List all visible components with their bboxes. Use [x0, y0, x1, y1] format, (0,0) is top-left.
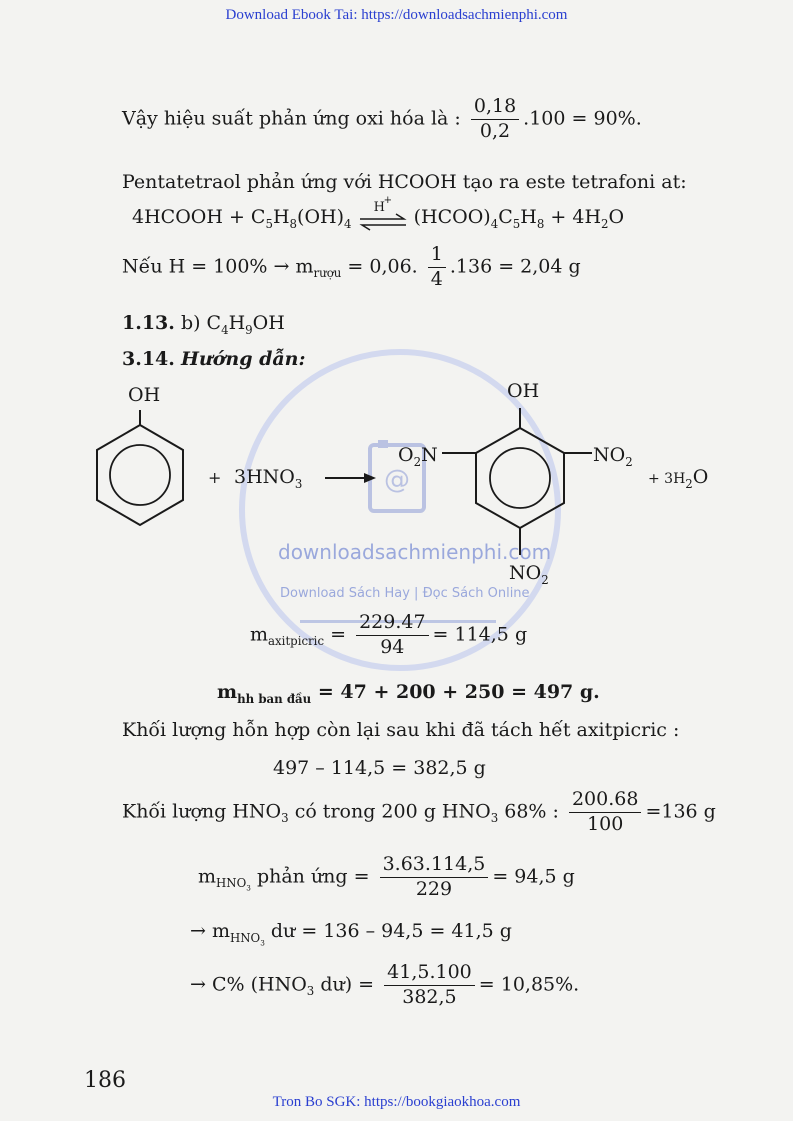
ifH-fraction: $\frac{1}{4}$ — [428, 244, 446, 291]
water-product: + $3H_2O$ — [648, 466, 709, 491]
answer-113: 1.13. b) $C_4H_9OH$ — [122, 312, 285, 337]
page-number: 186 — [84, 1068, 126, 1093]
hno3-mass-line: Khối lượng $HNO_3$ có trong 200 g $HNO_3$ 68% : $\frac{200.68}{100}$ =136 g — [122, 788, 716, 835]
equilibrium-arrow: H + — [358, 208, 408, 228]
remain-calc: 497 – 114,5 = 382,5 g — [273, 757, 486, 779]
watermark-site: downloadsachmienphi.com — [278, 540, 552, 564]
header-link[interactable]: Download Ebook Tai: https://downloadsachmienphi.com — [225, 7, 568, 23]
watermark-tagline: Download Sách Hay | Đọc Sách Online — [280, 586, 530, 601]
hno3-excess-line: → $m_{HNO_3}$ dư = 136 – 94,5 = 41,5 g — [190, 920, 512, 948]
svg-text:@: @ — [384, 465, 410, 495]
pentol-text: Pentatetraol phản ứng với HCOOH tạo ra este tetrafoni at: — [122, 171, 687, 193]
yield-fraction: $\frac{0,18}{0,2}$ — [471, 96, 519, 143]
yield-line: Vậy hiệu suất phản ứng oxi hóa là : $\frac{0,18}{0,2}$ .100 = 90%. — [122, 95, 642, 142]
ester-equation: 4HCOOH + $C_5H_8(OH)_4$ H + $(HCOO)_4C_5H_8 + 4H_2O$ — [132, 195, 625, 231]
percent-line: → C% ($HNO_3$ dư) = $\frac{41,5.100}{382,5}$ = 10,85%. — [190, 961, 580, 1008]
phenol-oh: OH — [128, 384, 161, 406]
m-picric-line: $m_{axitpicric}$ = $\frac{229.47}{94}$ = 114,5 g — [250, 611, 528, 658]
phenol-ring — [97, 410, 183, 525]
no2-right: $NO_2$ — [593, 444, 633, 469]
m-hh-line: $m_{hh ban đầu} = 47 + 200 + 250 = 497$ g. — [217, 681, 600, 706]
no2-bottom: $NO_2$ — [509, 562, 549, 587]
picric-ring — [442, 408, 592, 555]
remain-text: Khối lượng hỗn hợp còn lại sau khi đã tách hết axitpicric : — [122, 719, 680, 741]
ifH-line: Nếu $H = 100\% \to m_{rượu} = 0,06$. $\frac{1}{4}$ .136 = 2,04 g — [122, 243, 581, 290]
footer-link[interactable]: Tron Bo SGK: https://bookgiaokhoa.com — [272, 1094, 521, 1110]
o2n-group: $O_2N$ — [398, 444, 438, 469]
picric-oh: OH — [507, 380, 540, 402]
hno3-reagent: $3HNO_3$ — [234, 466, 303, 491]
answer-314: 3.14. Hướng dẫn: — [122, 348, 306, 370]
hno3-reacted-line: $m_{HNO_3}$ phản ứng = $\frac{3.63.114,5}{229}$ = 94,5 g — [198, 853, 575, 900]
plus-sign: + — [208, 468, 222, 487]
